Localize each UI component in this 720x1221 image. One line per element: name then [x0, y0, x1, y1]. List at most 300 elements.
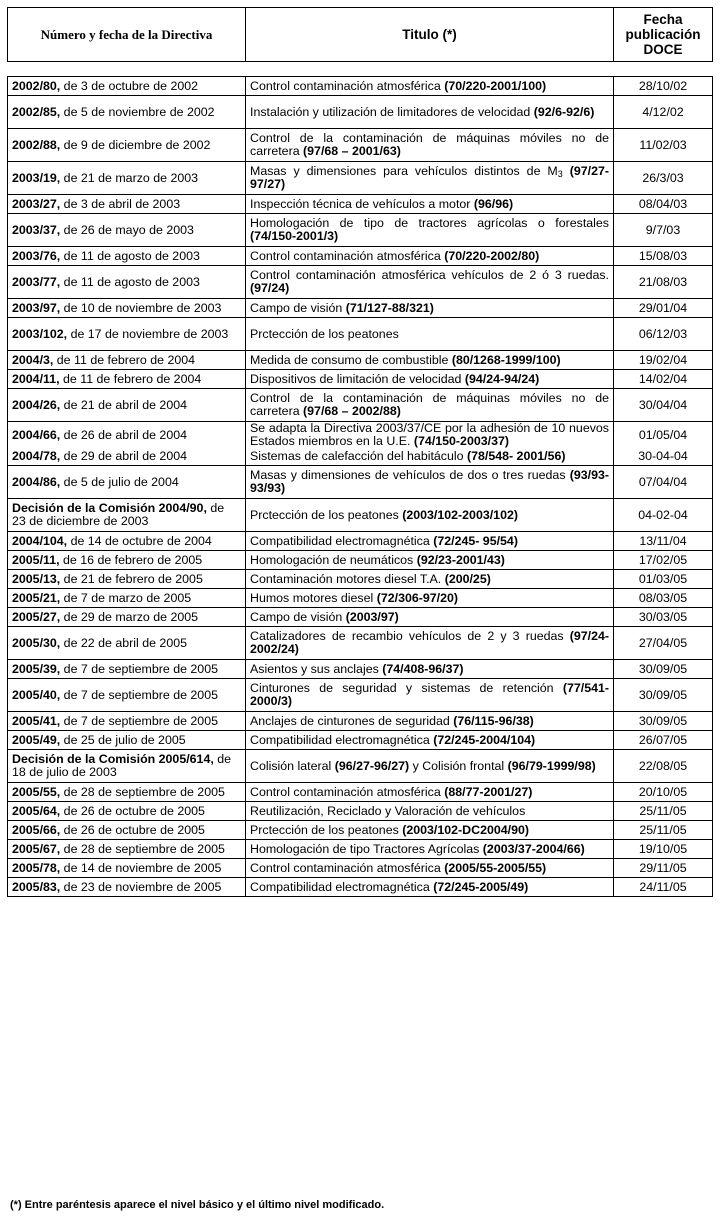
publication-date-cell [614, 608, 713, 627]
directive-cell [8, 370, 246, 389]
directive-date: de 25 de julio de 2005 [60, 732, 186, 747]
directive-date: de 3 de octubre de 2002 [60, 78, 199, 93]
publication-date: 06/12/03 [638, 326, 688, 341]
directive-cell [8, 608, 246, 627]
title-text: Asientos y sus anclajes [250, 661, 383, 676]
table-row [8, 214, 713, 247]
table-row [8, 660, 713, 679]
title-reference: (70/220-2002/80) [444, 248, 540, 263]
publication-date-cell [614, 821, 713, 840]
title-text: Control contaminación atmosférica [250, 78, 445, 93]
directive-cell [8, 318, 246, 351]
title-cell [246, 77, 614, 96]
directive-cell [8, 731, 246, 750]
publication-date: 11/02/03 [639, 137, 687, 152]
title-cell [246, 499, 614, 532]
directive-number: 2005/64, [12, 803, 61, 818]
publication-date: 17/02/05 [638, 552, 688, 567]
directive-date: de 11 de agosto de 2003 [60, 274, 200, 289]
publication-date: 25/11/05 [639, 822, 687, 837]
publication-date: 30-04-04 [638, 449, 688, 464]
publication-date: 08/04/03 [638, 196, 688, 211]
directive-cell [8, 351, 246, 370]
publication-date: 30/03/05 [638, 609, 688, 624]
directive-cell [8, 195, 246, 214]
directive-number: 2005/13, [12, 571, 61, 586]
table-row [8, 783, 713, 802]
directive-number: 2003/19, [12, 170, 61, 185]
title-cell [246, 449, 614, 466]
title-cell [246, 532, 614, 551]
title-cell [246, 96, 614, 129]
directive-number: Decisión de la Comisión 2004/90, [12, 501, 207, 515]
title-reference: (72/245- 95/54) [433, 533, 518, 548]
publication-date-cell [614, 532, 713, 551]
directive-number: 2005/27, [12, 609, 61, 624]
header-title: Titulo (*) [246, 8, 614, 62]
title-cell [246, 351, 614, 370]
title-text: Campo de visión [250, 609, 346, 624]
title-reference: (97/27-97/27) [250, 164, 609, 191]
directive-number: Decisión de la Comisión 2005/614, [12, 752, 214, 766]
title-reference: (80/1268-1999/100) [451, 352, 561, 367]
title-text: Prctección de los peatones [250, 507, 403, 522]
directive-cell [8, 299, 246, 318]
title-text: Control contaminación atmosférica vehículos de 2 ó 3 ruedas. [250, 268, 609, 282]
title-cell [246, 589, 614, 608]
title-reference: (97/24) [250, 281, 290, 295]
directive-cell [8, 802, 246, 821]
title-cell [246, 608, 614, 627]
publication-date-cell [614, 750, 713, 783]
publication-date-cell [614, 318, 713, 351]
title-reference: (97/24-2002/24) [250, 629, 609, 656]
directive-date: de 21 de febrero de 2005 [60, 571, 203, 586]
publication-date: 30/04/04 [638, 397, 688, 412]
title-text: Control contaminación atmosférica [250, 860, 445, 875]
directive-cell [8, 551, 246, 570]
title-cell [246, 878, 614, 897]
directive-date: de 14 de noviembre de 2005 [60, 860, 222, 875]
publication-date: 26/3/03 [642, 170, 684, 185]
title-cell [246, 162, 614, 195]
table-row [8, 129, 713, 162]
directive-number: 2004/66, [12, 427, 61, 442]
publication-date-cell [614, 466, 713, 499]
directive-date: de 29 de marzo de 2005 [60, 609, 199, 624]
directive-number: 2005/55, [12, 784, 61, 799]
publication-date: 04-02-04 [638, 507, 688, 522]
publication-date-cell [614, 802, 713, 821]
title-reference: (77/541-2000/3) [250, 681, 609, 708]
directive-cell [8, 162, 246, 195]
publication-date-cell [614, 859, 713, 878]
publication-date-cell [614, 389, 713, 422]
publication-date: 29/11/05 [639, 860, 687, 875]
directive-date: de 10 de noviembre de 2003 [60, 300, 222, 315]
title-cell [246, 679, 614, 712]
publication-date-cell [614, 551, 713, 570]
directive-cell [8, 840, 246, 859]
directive-number: 2002/80, [12, 78, 61, 93]
title-cell [246, 422, 614, 449]
directive-date: de 11 de febrero de 2004 [53, 352, 196, 367]
publication-date: 26/07/05 [638, 732, 688, 747]
publication-date-cell [614, 162, 713, 195]
title-reference: (88/77-2001/27) [444, 784, 533, 799]
title-cell [246, 750, 614, 783]
directive-cell [8, 247, 246, 266]
title-cell [246, 266, 614, 299]
title-cell [246, 466, 614, 499]
directive-cell [8, 466, 246, 499]
title-cell [246, 299, 614, 318]
title-reference: (92/6-92/6) [533, 104, 595, 119]
header-table [7, 7, 713, 62]
publication-date: 08/03/05 [638, 590, 688, 605]
directive-cell [8, 214, 246, 247]
table-row [8, 195, 713, 214]
table-row [8, 712, 713, 731]
table-row [8, 570, 713, 589]
title-reference: (93/93-93/93) [250, 468, 609, 495]
publication-date-cell [614, 266, 713, 299]
publication-date: 07/04/04 [638, 474, 688, 489]
title-cell [246, 551, 614, 570]
table-row [8, 608, 713, 627]
directive-date: de 26 de octubre de 2005 [60, 803, 205, 818]
directive-number: 2004/78, [12, 449, 61, 464]
publication-date-cell [614, 499, 713, 532]
table-row [8, 731, 713, 750]
title-reference: (74/150-2001/3) [250, 229, 339, 243]
directive-date: de 5 de julio de 2004 [60, 474, 179, 489]
title-cell [246, 570, 614, 589]
title-text: Control contaminación atmosférica [250, 248, 445, 263]
publication-date-cell [614, 247, 713, 266]
directive-cell [8, 712, 246, 731]
table-row [8, 532, 713, 551]
table-row [8, 162, 713, 195]
directive-cell [8, 783, 246, 802]
publication-date-cell [614, 129, 713, 162]
title-text: Anclajes de cinturones de seguridad [250, 713, 454, 728]
directive-cell [8, 859, 246, 878]
publication-date-cell [614, 299, 713, 318]
title-cell [246, 318, 614, 351]
title-cell [246, 195, 614, 214]
title-subscript: 3 [557, 169, 563, 179]
publication-date-cell [614, 660, 713, 679]
title-cell [246, 660, 614, 679]
directive-number: 2004/11, [12, 371, 60, 386]
publication-date: 27/04/05 [638, 635, 688, 650]
title-reference: (72/306-97/20) [376, 590, 459, 605]
publication-date: 13/11/04 [639, 533, 687, 548]
publication-date-cell [614, 731, 713, 750]
directive-cell [8, 389, 246, 422]
directive-date: de 7 de septiembre de 2005 [60, 713, 218, 728]
table-row [8, 589, 713, 608]
table-row [8, 266, 713, 299]
publication-date: 22/08/05 [638, 758, 688, 773]
header-directive: Número y fecha de la Directiva [8, 8, 246, 62]
directive-cell [8, 627, 246, 660]
publication-date: 30/09/05 [638, 687, 688, 702]
directive-date: de 17 de noviembre de 2003 [67, 326, 229, 341]
directive-cell [8, 532, 246, 551]
header-row [8, 8, 713, 62]
title-reference: (78/548- 2001/56) [466, 449, 566, 464]
publication-date-cell [614, 77, 713, 96]
directive-date: de 11 de agosto de 2003 [60, 248, 200, 263]
table-row [8, 627, 713, 660]
header-publication-date [614, 8, 713, 62]
table-row [8, 499, 713, 532]
directive-cell [8, 129, 246, 162]
publication-date: 4/12/02 [642, 104, 684, 119]
publication-date-cell [614, 840, 713, 859]
title-text: Se adapta la Directiva 2003/37/CE por la adhesión de 10 nuevos Estados miembros en la U.E. [250, 421, 609, 449]
directive-cell [8, 449, 246, 466]
header-pub-line3: DOCE [643, 42, 683, 57]
directive-number: 2005/49, [12, 732, 61, 747]
publication-date-cell [614, 422, 713, 449]
directives-table-body [8, 77, 713, 897]
publication-date-cell [614, 878, 713, 897]
directive-number: 2003/102, [12, 326, 68, 341]
directive-number: 2004/104, [12, 533, 68, 548]
directive-date: de 14 de octubre de 2004 [67, 533, 212, 548]
directive-number: 2003/27, [12, 196, 61, 211]
publication-date-cell [614, 627, 713, 660]
title-text: Humos motores diesel [250, 590, 377, 605]
title-text: Contaminación motores diesel T.A. [250, 571, 445, 586]
title-reference-2: (96/79-1999/98) [507, 758, 596, 773]
table-row [8, 679, 713, 712]
header-pub-line2: publicación [625, 27, 701, 42]
title-text: Prctección de los peatones [250, 822, 403, 837]
directive-number: 2005/67, [12, 841, 61, 856]
directive-number: 2005/21, [12, 590, 61, 605]
directive-cell [8, 499, 246, 532]
table-row [8, 449, 713, 466]
directive-number: 2003/76, [12, 248, 61, 263]
directive-date: de 21 de marzo de 2003 [60, 170, 199, 185]
directive-date: de 23 de noviembre de 2005 [60, 879, 222, 894]
publication-date-cell [614, 712, 713, 731]
title-text: Sistemas de calefacción del habitáculo [250, 449, 467, 464]
directive-date: de 7 de marzo de 2005 [60, 590, 192, 605]
directive-date: de 28 de septiembre de 2005 [60, 784, 225, 799]
table-row [8, 247, 713, 266]
publication-date: 24/11/05 [639, 879, 687, 894]
title-reference: (74/150-2003/37) [413, 434, 509, 449]
title-reference: (94/24-94/24) [464, 371, 540, 386]
table-row [8, 878, 713, 897]
directive-date: de 3 de abril de 2003 [60, 196, 181, 211]
publication-date-cell [614, 570, 713, 589]
title-text: Homologación de tipo de tractores agrícolas o forestales [250, 216, 609, 230]
title-reference: (76/115-96/38) [453, 713, 534, 728]
title-reference: (96/96) [473, 196, 514, 211]
footnote: (*) Entre paréntesis aparece el nivel básico y el último nivel modificado. [10, 1199, 385, 1211]
publication-date: 30/09/05 [638, 661, 688, 676]
directive-number: 2002/85, [12, 104, 61, 119]
title-text: Control de la contaminación de máquinas móviles no de carretera [250, 391, 609, 418]
title-reference: (71/127-88/321) [345, 300, 434, 315]
title-text: Control de la contaminación de máquinas móviles no de carretera [250, 131, 609, 158]
directive-number: 2005/40, [12, 687, 61, 702]
directive-number: 2004/3, [12, 352, 54, 367]
title-reference: (70/220-2001/100) [444, 78, 547, 93]
title-reference: (92/23-2001/43) [416, 552, 505, 567]
directive-cell [8, 878, 246, 897]
title-reference: (2003/37-2004/66) [482, 841, 585, 856]
directive-date: de 26 de abril de 2004 [60, 427, 187, 442]
table-row [8, 859, 713, 878]
directive-date: de 16 de febrero de 2005 [59, 552, 203, 567]
publication-date: 01/03/05 [638, 571, 688, 586]
directive-cell [8, 422, 246, 449]
title-text: Dispositivos de limitación de velocidad [250, 371, 465, 386]
title-reference: (74/408-96/37) [382, 661, 464, 676]
title-cell [246, 712, 614, 731]
directive-date: de 21 de abril de 2004 [60, 397, 187, 412]
title-reference: (97/68 – 2002/88) [303, 404, 401, 418]
publication-date: 21/08/03 [638, 274, 688, 289]
directive-number: 2005/39, [12, 661, 61, 676]
title-cell [246, 859, 614, 878]
table-row [8, 750, 713, 783]
title-text: Prctección de los peatones [250, 326, 399, 341]
publication-date-cell [614, 783, 713, 802]
directive-number: 2005/41, [12, 713, 61, 728]
directives-table [7, 76, 713, 897]
directive-number: 2004/26, [12, 397, 61, 412]
directive-number: 2002/88, [12, 137, 61, 152]
table-row [8, 299, 713, 318]
table-row [8, 370, 713, 389]
title-cell [246, 731, 614, 750]
directive-number: 2005/30, [12, 635, 61, 650]
table-row [8, 802, 713, 821]
directive-date: de 23 de diciembre de 2003 [12, 501, 225, 528]
directive-cell [8, 821, 246, 840]
directive-date: de 11 de febrero de 2004 [59, 371, 202, 386]
directive-number: 2005/83, [12, 879, 61, 894]
publication-date: 19/10/05 [638, 841, 688, 856]
directive-date: de 9 de diciembre de 2002 [60, 137, 211, 152]
directive-number: 2005/78, [12, 860, 61, 875]
title-text: Homologación de neumáticos [250, 552, 417, 567]
title-reference: (2003/102-DC2004/90) [402, 822, 529, 837]
publication-date-cell [614, 351, 713, 370]
table-row [8, 77, 713, 96]
publication-date-cell [614, 449, 713, 466]
directive-cell [8, 589, 246, 608]
title-text: Reutilización, Reciclado y Valoración de vehículos [250, 803, 526, 818]
publication-date: 30/09/05 [638, 713, 688, 728]
title-text: Catalizadores de recambio vehículos de 2 y 3 ruedas [250, 629, 570, 643]
publication-date-cell [614, 370, 713, 389]
table-row [8, 551, 713, 570]
directive-cell [8, 266, 246, 299]
publication-date: 14/02/04 [638, 371, 688, 386]
header-pub-line1: Fecha [643, 12, 683, 27]
directive-cell [8, 570, 246, 589]
directive-date: de 22 de abril de 2005 [60, 635, 187, 650]
title-text: Campo de visión [250, 300, 346, 315]
title-text: Homologación de tipo Tractores Agrícolas [250, 841, 483, 856]
title-reference: (97/68 – 2001/63) [303, 144, 401, 158]
directive-cell [8, 96, 246, 129]
directive-date: de 26 de mayo de 2003 [60, 222, 194, 237]
title-reference: (2003/97) [345, 609, 399, 624]
directive-number: 2004/86, [12, 474, 61, 489]
title-cell [246, 247, 614, 266]
table-row [8, 389, 713, 422]
title-cell [246, 389, 614, 422]
directive-date: de 7 de septiembre de 2005 [60, 687, 218, 702]
title-reference: (72/245-2005/49) [433, 879, 529, 894]
directive-cell [8, 750, 246, 783]
publication-date: 29/01/04 [638, 300, 688, 315]
directive-date: de 29 de abril de 2004 [60, 449, 187, 464]
table-row [8, 840, 713, 859]
directive-date: de 5 de noviembre de 2002 [60, 104, 215, 119]
publication-date: 19/02/04 [638, 352, 688, 367]
title-text-2: y Colisión frontal [409, 758, 508, 773]
title-reference: (72/245-2004/104) [433, 732, 536, 747]
directive-number: 2003/77, [12, 274, 61, 289]
directive-cell [8, 660, 246, 679]
title-text: Control contaminación atmosférica [250, 784, 445, 799]
publication-date: 01/05/04 [638, 427, 688, 442]
directive-number: 2005/66, [12, 822, 61, 837]
title-text: Compatibilidad electromagnética [250, 732, 434, 747]
title-text: Masas y dimensiones de vehículos de dos o tres ruedas [250, 468, 570, 482]
table-row [8, 466, 713, 499]
table-row [8, 821, 713, 840]
publication-date-cell [614, 214, 713, 247]
title-reference: (2003/102-2003/102) [402, 507, 518, 522]
publication-date: 20/10/05 [638, 784, 688, 799]
directive-date: de 18 de julio de 2003 [12, 752, 232, 779]
title-cell [246, 840, 614, 859]
title-text: Colisión lateral [250, 758, 335, 773]
publication-date: 9/7/03 [645, 222, 681, 237]
publication-date: 28/10/02 [638, 78, 688, 93]
title-cell [246, 129, 614, 162]
title-text: Compatibilidad electromagnética [250, 879, 434, 894]
title-cell [246, 370, 614, 389]
title-text: Instalación y utilización de limitadores de velocidad [250, 104, 534, 119]
directive-number: 2005/11, [12, 552, 60, 567]
publication-date: 15/08/03 [638, 248, 688, 263]
directive-number: 2003/37, [12, 222, 61, 237]
directive-date: de 7 de septiembre de 2005 [60, 661, 218, 676]
title-cell [246, 627, 614, 660]
title-text: Medida de consumo de combustible [250, 352, 452, 367]
publication-date: 25/11/05 [639, 803, 687, 818]
title-text: Cinturones de seguridad y sistemas de retención [250, 681, 563, 695]
title-cell [246, 214, 614, 247]
publication-date-cell [614, 679, 713, 712]
table-row [8, 351, 713, 370]
title-cell [246, 783, 614, 802]
directive-number: 2003/97, [12, 300, 61, 315]
